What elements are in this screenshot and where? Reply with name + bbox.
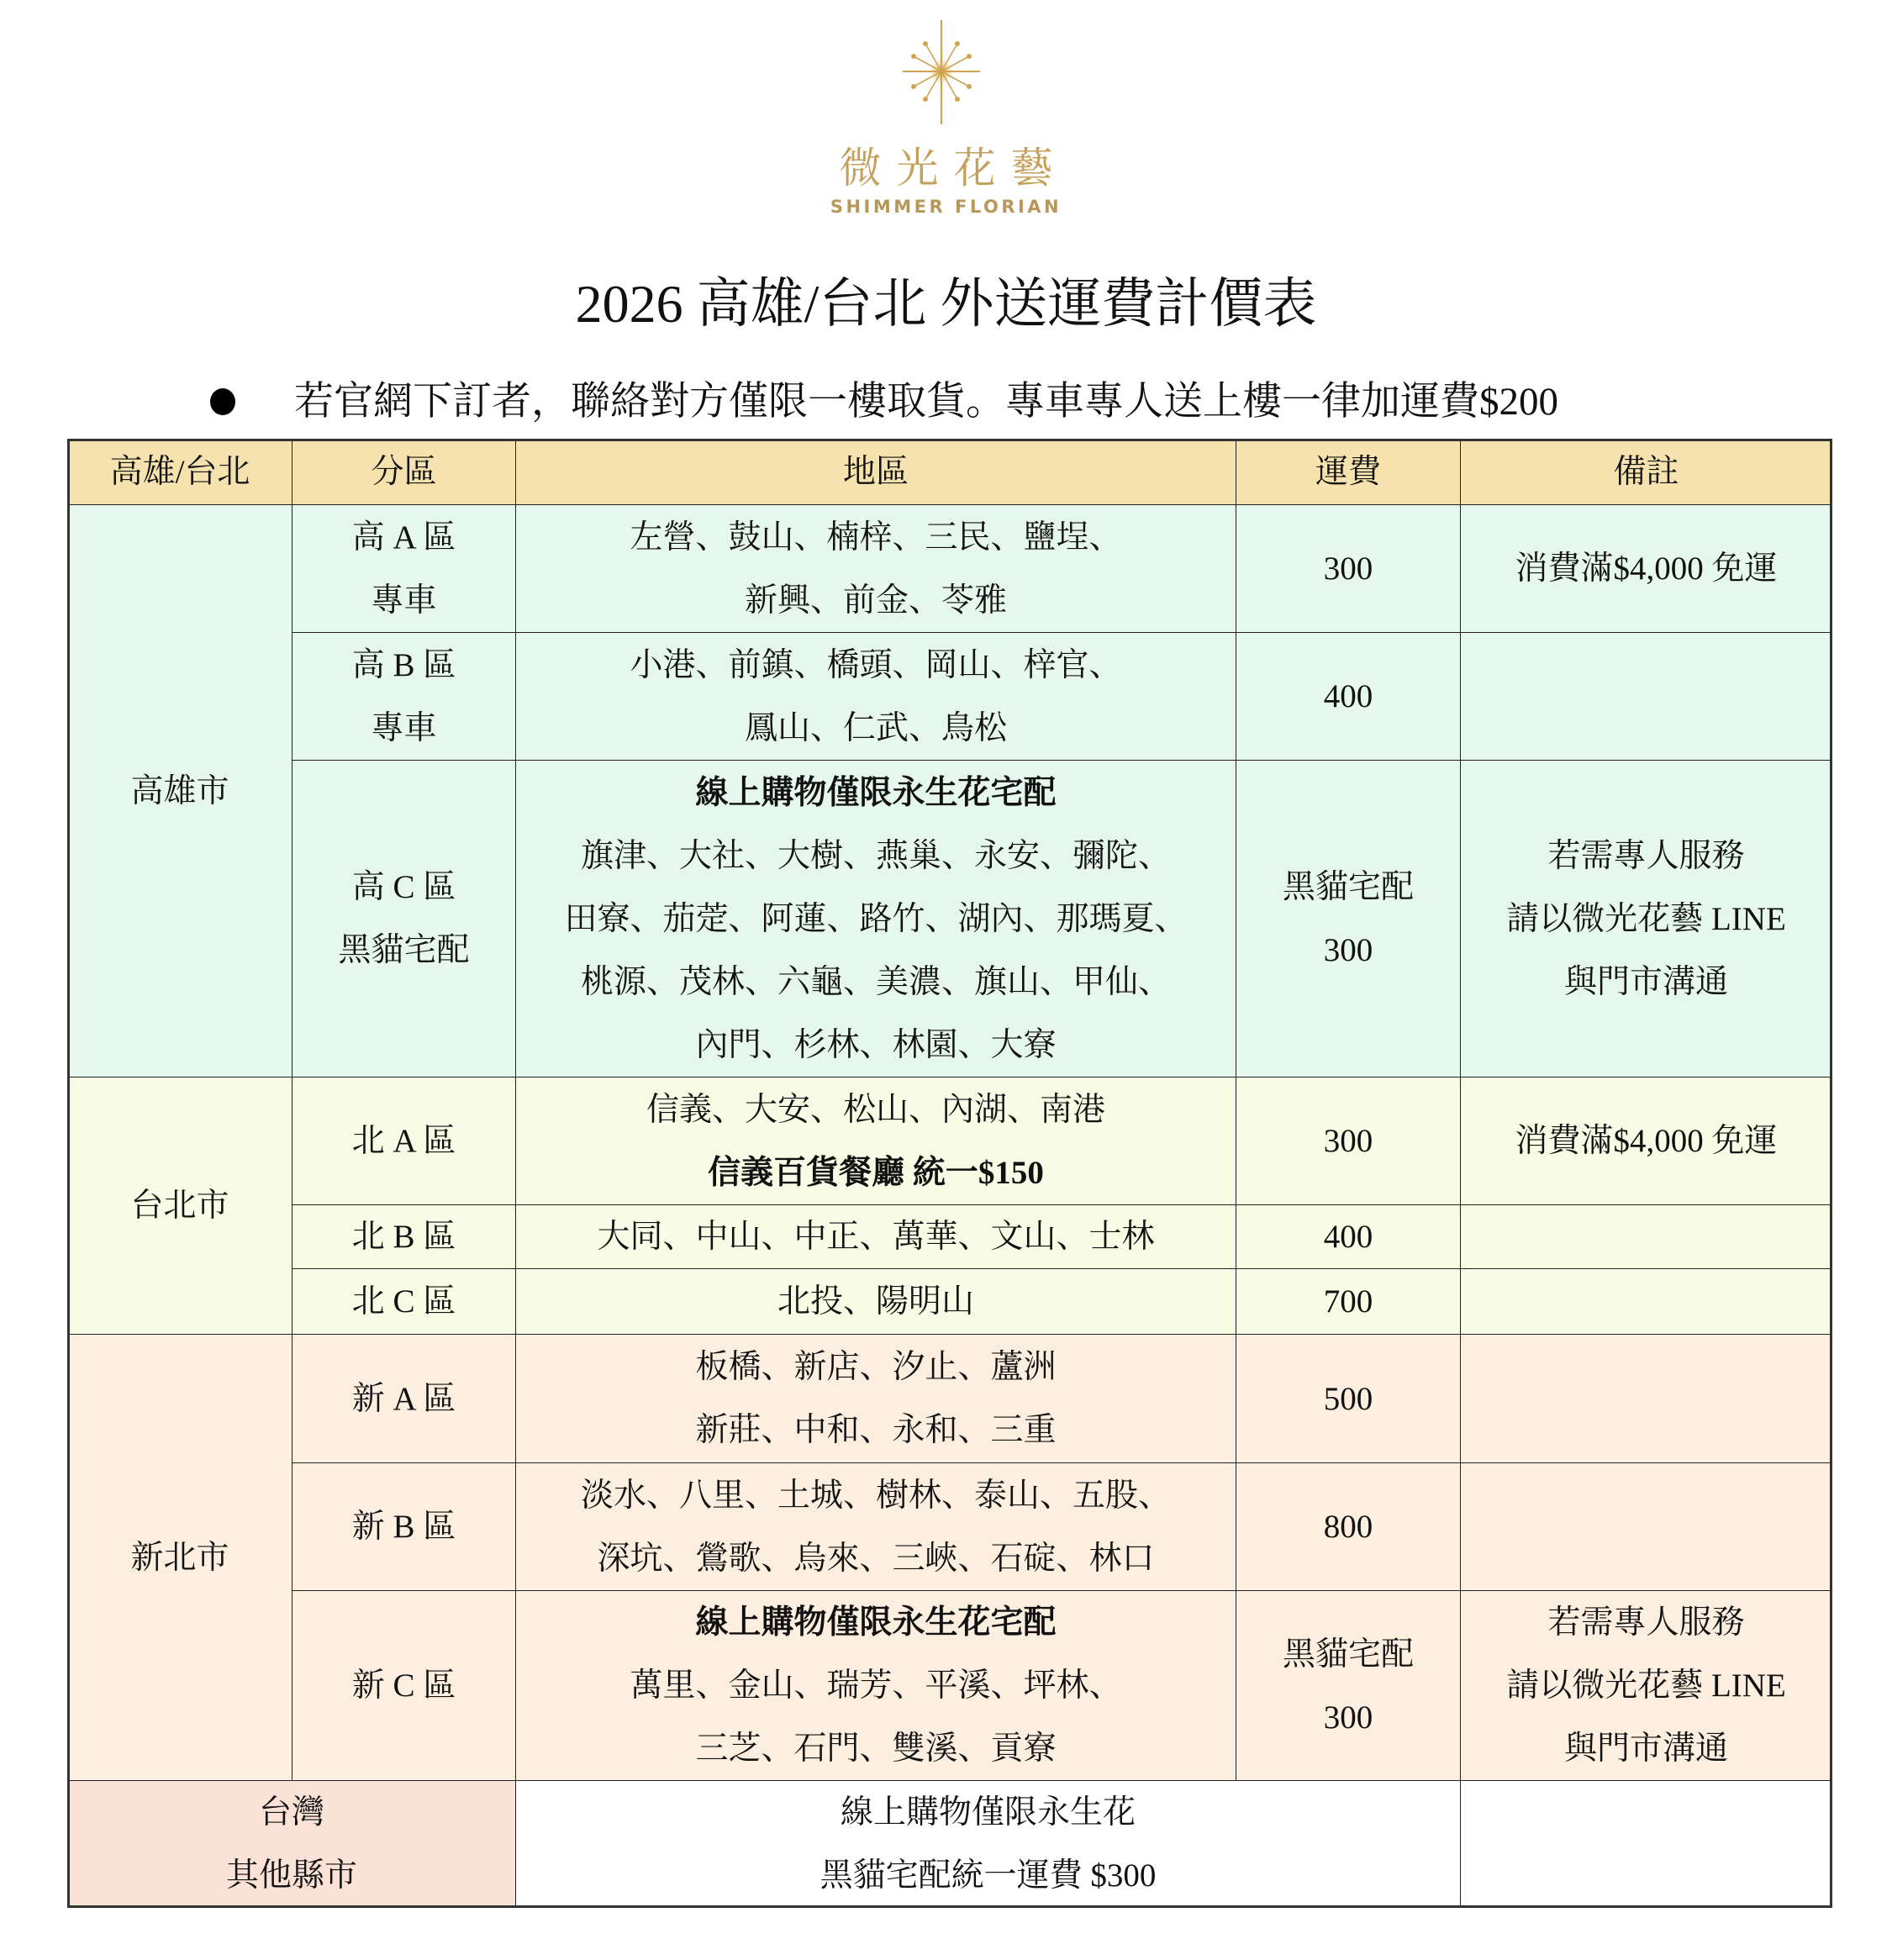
- area-highlight: 線上購物僅限永生花宅配: [695, 1604, 1057, 1641]
- shipping-fee-table: [67, 439, 1832, 1908]
- fee-method: 黑貓宅配: [1282, 869, 1414, 905]
- brand-name-en: SHIMMER FLORIAN: [830, 197, 1062, 217]
- bullet-icon: [210, 388, 235, 415]
- city-taipei: [67, 1077, 292, 1335]
- fee-cell: [1236, 1077, 1461, 1205]
- area-cell: [515, 1204, 1236, 1269]
- fee-value: 500: [1323, 1380, 1373, 1417]
- note-text: 消費滿$4,000 免運: [1515, 551, 1778, 587]
- page-title: 2026 高雄/台北 外送運費計價表: [575, 274, 1317, 334]
- fee-line: 黑貓宅配統一運費 $300: [820, 1857, 1157, 1894]
- zone-method: 專車: [371, 582, 437, 619]
- note-cell: [1460, 632, 1832, 761]
- area-cell: [515, 1268, 1236, 1335]
- brand-name-cn: 微光花藝: [839, 144, 1068, 192]
- area-cell: [515, 760, 1236, 1077]
- note-cell: [1460, 1268, 1832, 1335]
- area-line: 桃源、茂林、六龜、美濃、旗山、甲仙、: [580, 963, 1171, 1000]
- zone-label: 北 A 區: [351, 1123, 456, 1159]
- area-line: 線上購物僅限永生花: [840, 1794, 1136, 1831]
- header-note: [1460, 439, 1832, 505]
- header-label: 地區: [842, 454, 909, 490]
- note-text: 與門市溝通: [1563, 1731, 1728, 1767]
- note-cell: [1460, 1077, 1832, 1205]
- note-cell: [1460, 1590, 1832, 1781]
- header-city: [67, 439, 292, 505]
- area-line: 北投、陽明山: [777, 1283, 974, 1320]
- fee-cell: [1236, 504, 1461, 633]
- notice: [210, 377, 1558, 427]
- zone-cell: [292, 1077, 516, 1205]
- zone-method: 黑貓宅配: [338, 932, 470, 968]
- area-cell: [515, 1334, 1236, 1463]
- city-label: 其他縣市: [225, 1857, 357, 1894]
- zone-cell: [292, 632, 516, 761]
- area-cell: [515, 1462, 1236, 1591]
- area-line: 左營、鼓山、楠梓、三民、鹽埕、: [630, 519, 1122, 556]
- area-cell: [515, 1590, 1236, 1781]
- zone-label: 高 C 區: [351, 869, 456, 905]
- area-line: 深坑、鶯歌、烏來、三峽、石碇、林口: [597, 1540, 1155, 1577]
- city-label: 台北市: [130, 1188, 229, 1224]
- fee-value: 300: [1323, 932, 1373, 968]
- zone-method: 專車: [371, 709, 437, 746]
- area-line: 內門、杉林、林園、大寮: [695, 1026, 1057, 1063]
- logo: [0, 0, 1892, 227]
- note-cell: [1460, 1462, 1832, 1591]
- header-area: [515, 439, 1236, 505]
- note-cell: [1460, 1780, 1832, 1908]
- note-text: 若需專人服務: [1547, 1604, 1745, 1641]
- fee-cell: [1236, 632, 1461, 761]
- note-text: 與門市溝通: [1563, 963, 1728, 1000]
- fee-cell: [1236, 1590, 1461, 1781]
- zone-label: 新 C 區: [351, 1668, 456, 1704]
- area-line: 板橋、新店、汐止、蘆洲: [695, 1349, 1057, 1385]
- zone-cell: [292, 1590, 516, 1781]
- area-line: 旗津、大社、大樹、燕巢、永安、彌陀、: [580, 837, 1171, 874]
- header-label: 高雄/台北: [109, 454, 250, 490]
- zone-cell: [292, 760, 516, 1077]
- city-other: [67, 1780, 516, 1908]
- note-cell: [1460, 504, 1832, 633]
- fee-value: 300: [1323, 1699, 1373, 1736]
- fee-value: 400: [1323, 678, 1373, 714]
- zone-label: 新 B 區: [351, 1509, 456, 1545]
- area-line: 三芝、石門、雙溪、貢寮: [695, 1731, 1057, 1767]
- area-line: 鳳山、仁武、鳥松: [744, 709, 1007, 746]
- fee-value: 800: [1323, 1509, 1373, 1545]
- fee-cell: [1236, 1204, 1461, 1269]
- area-highlight: 線上購物僅限永生花宅配: [695, 774, 1057, 811]
- area-cell: [515, 1077, 1236, 1205]
- area-highlight: 信義百貨餐廳 統一$150: [708, 1154, 1044, 1191]
- area-line: 新興、前金、苓雅: [744, 582, 1007, 619]
- fee-cell: [1236, 1462, 1461, 1591]
- header-label: 分區: [371, 454, 437, 490]
- zone-cell: [292, 1204, 516, 1269]
- notice-text: 若官網下訂者，聯絡對方僅限一樓取貨。專車專人送上樓一律加運費$200: [294, 380, 1558, 424]
- area-cell: [515, 632, 1236, 761]
- note-cell: [1460, 1334, 1832, 1463]
- area-line: 新莊、中和、永和、三重: [695, 1412, 1057, 1448]
- zone-label: 新 A 區: [351, 1380, 456, 1417]
- fee-value: 400: [1323, 1219, 1373, 1255]
- starburst-icon: [891, 18, 992, 128]
- zone-cell: [292, 504, 516, 633]
- fee-value: 700: [1323, 1283, 1373, 1320]
- note-text: 請以微光花藝 LINE: [1506, 1668, 1786, 1704]
- note-cell: [1460, 760, 1832, 1077]
- fee-value: 300: [1323, 551, 1373, 587]
- city-label: 高雄市: [130, 772, 229, 809]
- fee-cell: [1236, 1268, 1461, 1335]
- header-label: 備註: [1613, 454, 1679, 490]
- header-fee: [1236, 439, 1461, 505]
- area-line: 大同、中山、中正、萬華、文山、士林: [597, 1219, 1155, 1255]
- city-kaohsiung: [67, 504, 292, 1077]
- zone-label: 高 B 區: [351, 646, 456, 683]
- header-zone: [292, 439, 516, 505]
- note-text: 消費滿$4,000 免運: [1515, 1123, 1778, 1159]
- fee-method: 黑貓宅配: [1282, 1636, 1414, 1673]
- note-text: 若需專人服務: [1547, 837, 1745, 874]
- fee-value: 300: [1323, 1123, 1373, 1159]
- fee-cell: [1236, 1334, 1461, 1463]
- area-line: 田寮、茄萣、阿蓮、路竹、湖內、那瑪夏、: [564, 900, 1188, 937]
- zone-label: 北 B 區: [351, 1219, 456, 1255]
- fee-cell: [1236, 760, 1461, 1077]
- city-label: 新北市: [130, 1539, 229, 1576]
- area-cell: [515, 504, 1236, 633]
- note-text: 請以微光花藝 LINE: [1506, 900, 1786, 937]
- area-line: 淡水、八里、土城、樹林、泰山、五股、: [580, 1477, 1171, 1514]
- zone-cell: [292, 1268, 516, 1335]
- other-content-cell: [515, 1780, 1461, 1908]
- zone-label: 高 A 區: [351, 519, 456, 556]
- zone-cell: [292, 1462, 516, 1591]
- header-label: 運費: [1315, 454, 1381, 490]
- area-line: 信義、大安、松山、內湖、南港: [646, 1091, 1105, 1128]
- city-new-taipei: [67, 1334, 292, 1781]
- zone-cell: [292, 1334, 516, 1463]
- area-line: 小港、前鎮、橋頭、岡山、梓官、: [630, 646, 1122, 683]
- zone-label: 北 C 區: [351, 1283, 456, 1320]
- note-cell: [1460, 1204, 1832, 1269]
- area-line: 萬里、金山、瑞芳、平溪、坪林、: [630, 1668, 1122, 1704]
- city-label: 台灣: [258, 1794, 324, 1831]
